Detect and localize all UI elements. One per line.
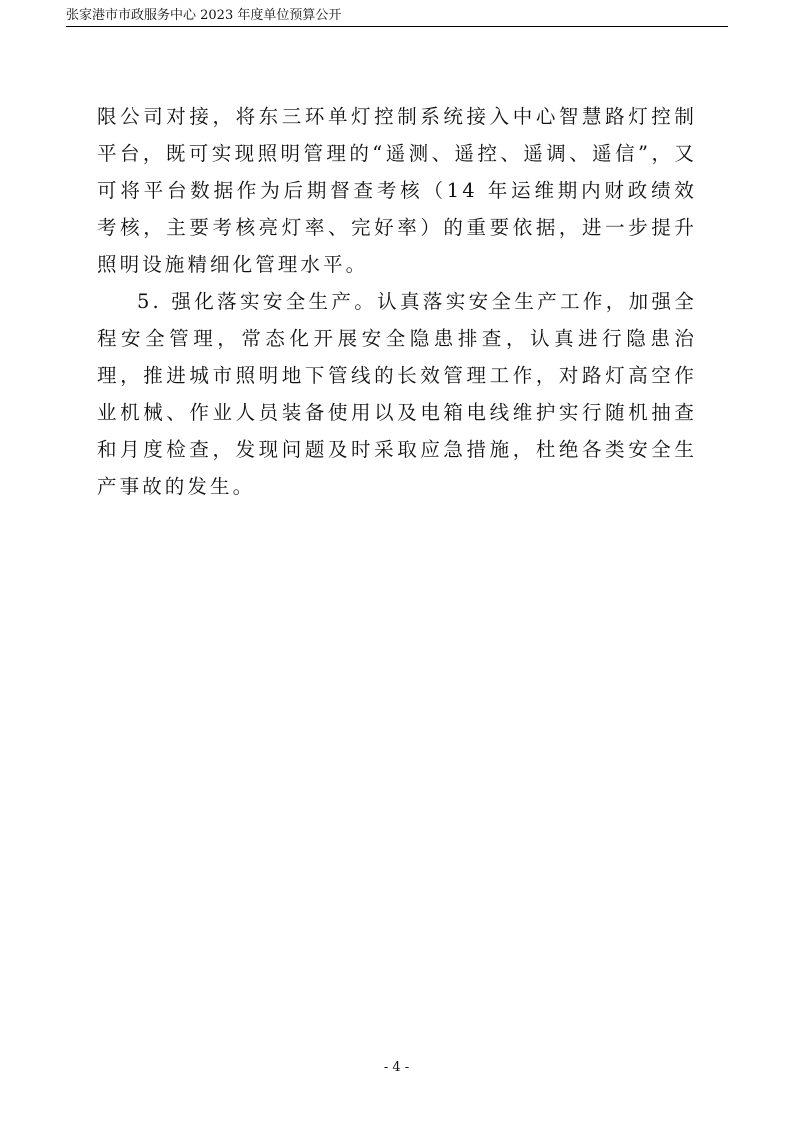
page-header (66, 4, 728, 27)
document-body (97, 98, 697, 505)
header-title: 张家港市市政服务中心 2023 年度单位预算公开 (66, 8, 342, 23)
paragraph-safety-production: 5. 强化落实安全生产。认真落实安全生产工作，加强全程安全管理，常态化开展安全隐患排查，认真进行隐患治理，推进城市照明地下管线的长效管理工作，对路灯高空作业机械、作业人员装备使用以及电箱电线维护实行随机抽查和月度检查，发现问题及时采取应急措施，杜绝各类安全生产事故的发生。 (97, 290, 697, 498)
page-number: - 4 - (383, 1060, 410, 1075)
paragraph-continuation: 限公司对接，将东三环单灯控制系统接入中心智慧路灯控制平台，既可实现照明管理的“遥测、遥控、遥调、遥信”，又可将平台数据作为后期督查考核（14 年运维期内财政绩效考核，主要考核亮灯率、完好率）的重要依据，进一步提升照明设施精细化管理水平。 (97, 105, 697, 276)
